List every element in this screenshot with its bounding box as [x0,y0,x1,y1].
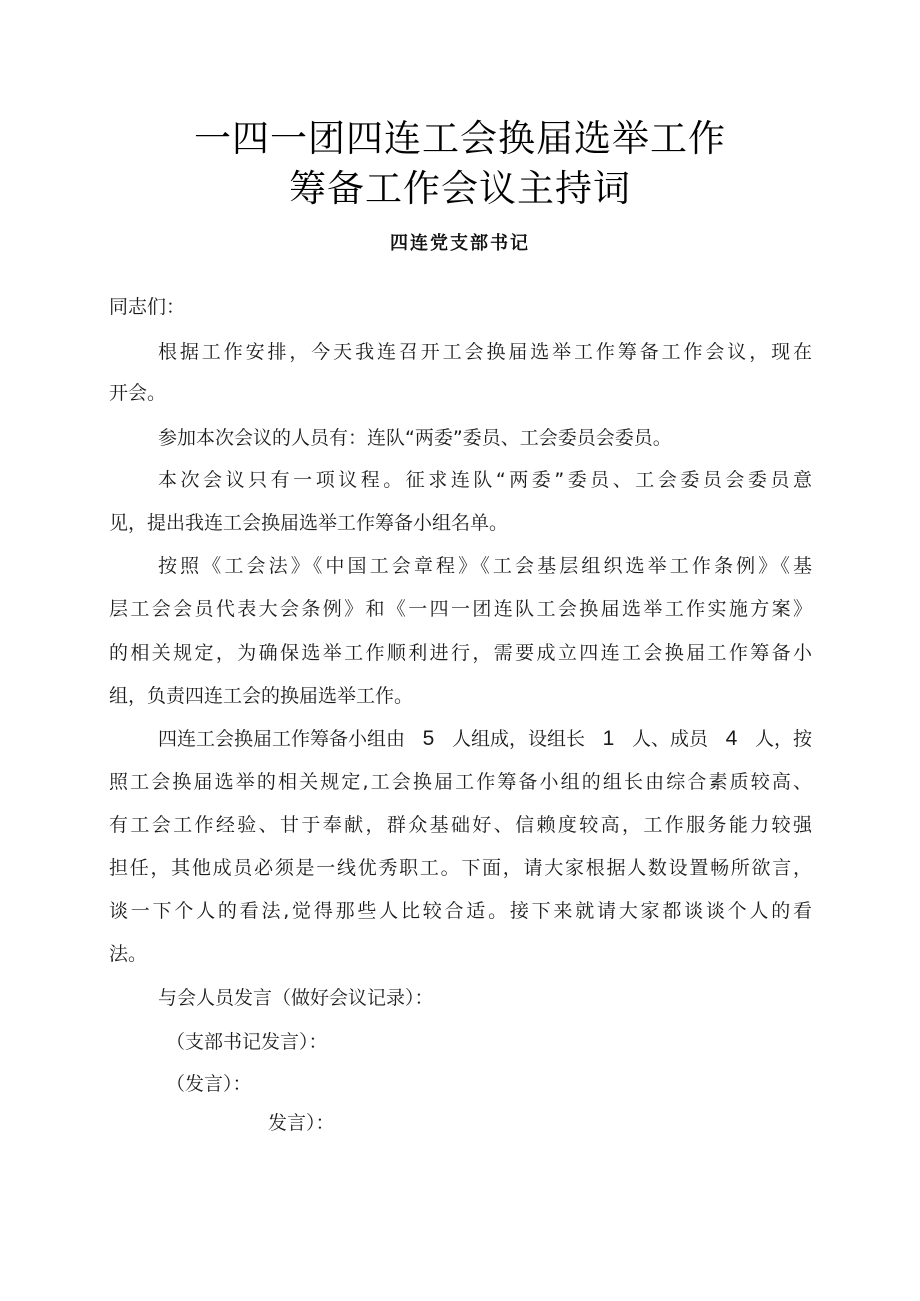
paragraph-1-line-2: 开会。 [109,382,167,404]
paragraph-3-line-2: 见，提出我连工会换届选举工作筹备小组名单。 [109,512,509,534]
other-member-count: 4 [725,727,738,750]
paragraph-5-text-a: 四连工会换届工作筹备小组由 [158,728,406,750]
paragraph-4-line-4: 组，负责四连工会的换届选举工作。 [109,685,414,707]
paragraph-5-line-2: 照工会换届选举的相关规定,工会换届工作筹备小组的组长由综合素质较高、 [109,771,812,793]
document-title-line-1: 一四一团四连工会换届选举工作 [194,117,726,160]
paragraph-1-line-1: 根据工作安排，今天我连召开工会换届选举工作筹备工作会议，现在 [158,341,812,363]
speech-item-2: （发言）： [166,1073,252,1095]
paragraph-5-text-d: 人，按 [754,728,812,750]
document-title-line-2: 筹备工作会议主持词 [289,167,631,210]
salutation: 同志们： [109,296,186,318]
leader-count: 1 [602,727,615,750]
paragraph-5-text-c: 人、成员 [631,728,708,750]
document-author: 四连党支部书记 [390,233,530,254]
paragraph-4-line-1: 按照《工会法》《中国工会章程》《工会基层组织选举工作条例》《基 [158,555,812,577]
paragraph-5-line-5: 谈一下个人的看法,觉得那些人比较合适。接下来就请大家都谈谈个人的看 [109,900,812,922]
speeches-intro: 与会人员发言（做好会议记录）： [158,987,434,1009]
paragraph-5-line-3: 有工会工作经验、甘于奉献，群众基础好、信赖度较高，工作服务能力较强 [109,814,812,836]
paragraph-5-line-4: 担任，其他成员必须是一线优秀职工。下面，请大家根据人数设置畅所欲言， [109,857,812,879]
paragraph-3-line-1: 本次会议只有一项议程。征求连队“两委”委员、工会委员会委员意 [158,469,812,491]
paragraph-2-line-1: 参加本次会议的人员有：连队“两委”委员、工会委员会委员。 [158,427,672,449]
paragraph-5-text-b: 人组成，设组长 [451,728,585,750]
paragraph-4-line-2: 层工会会员代表大会条例》和《一四一团连队工会换届选举工作实施方案》 [109,598,812,620]
member-count: 5 [422,727,435,750]
paragraph-5-line-6: 法。 [109,943,148,965]
speech-item-secretary: （支部书记发言）： [166,1031,328,1053]
speech-item-3: 发言）： [268,1112,335,1134]
paragraph-4-line-3: 的相关规定，为确保选举工作顺利进行，需要成立四连工会换届工作筹备小 [109,642,812,664]
paragraph-5-line-1 [158,726,812,752]
